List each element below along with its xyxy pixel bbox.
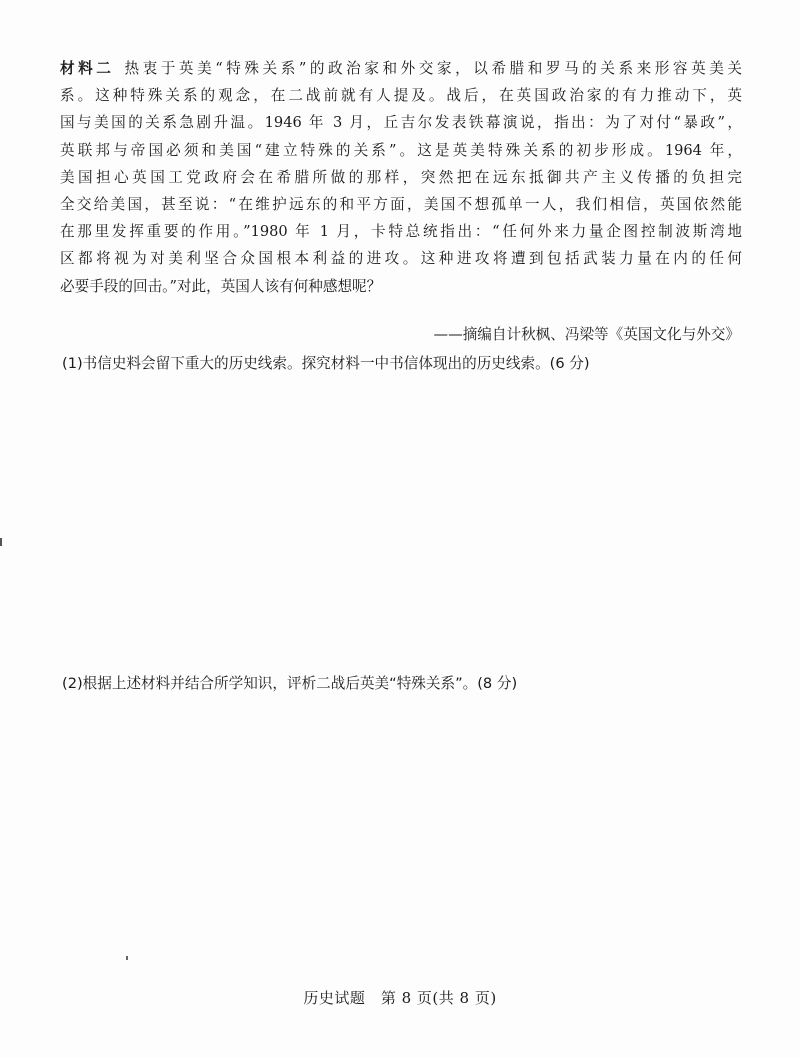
passage-line-4: 英联邦与帝国必须和美国“建立特殊的关系”。这是英美特殊关系的初步形成。1964 年，: [60, 141, 742, 159]
answer-area-2[interactable]: [60, 705, 742, 965]
material-two-passage: [60, 55, 742, 300]
scan-speck: [126, 956, 128, 960]
passage-line-9: 必要手段的回击。”对此，英国人该有何种感想呢？: [60, 277, 382, 295]
source-citation: ——摘编自计秋枫、冯梁等《英国文化与外交》: [433, 326, 740, 343]
passage-line-3: 国与美国的关系急剧升温。1946 年 3 月，丘吉尔发表铁幕演说，指出：为了对付“暴政”，: [60, 114, 742, 132]
passage-line-1: [60, 55, 742, 82]
answer-area-1[interactable]: [60, 385, 742, 655]
question-2: (2)根据上述材料并结合所学知识，评析二战后英美“特殊关系”。(8 分): [62, 675, 518, 692]
passage-line-6: 全交给美国，甚至说：“在维护远东的和平方面，美国不想孤单一人，我们相信，英国依然能: [60, 196, 742, 214]
scan-edge-mark: [0, 538, 2, 546]
passage-line-5: 美国担心英国工党政府会在希腊所做的那样，突然把在远东抵御共产主义传播的负担完: [60, 168, 742, 186]
question-1: (1)书信史料会留下重大的历史线索。探究材料一中书信体现出的历史线索。(6 分): [62, 355, 590, 372]
page-footer: 历史试题 第 8 页(共 8 页): [303, 989, 497, 1007]
passage-line-7: 在那里发挥重要的作用。”1980 年 1 月，卡特总统指出：“任何外来力量企图控制波斯湾地: [60, 223, 742, 241]
passage-line-1-text: 热衷于英美“特殊关系”的政治家和外交家，以希腊和罗马的关系来形容英美关: [124, 60, 742, 77]
material-label: 材料二: [60, 60, 115, 77]
passage-line-8: 区都将视为对美利坚合众国根本利益的进攻。这种进攻将遭到包括武装力量在内的任何: [60, 250, 742, 268]
passage-line-2: 系。这种特殊关系的观念，在二战前就有人提及。战后，在英国政治家的有力推动下，英: [60, 87, 742, 105]
